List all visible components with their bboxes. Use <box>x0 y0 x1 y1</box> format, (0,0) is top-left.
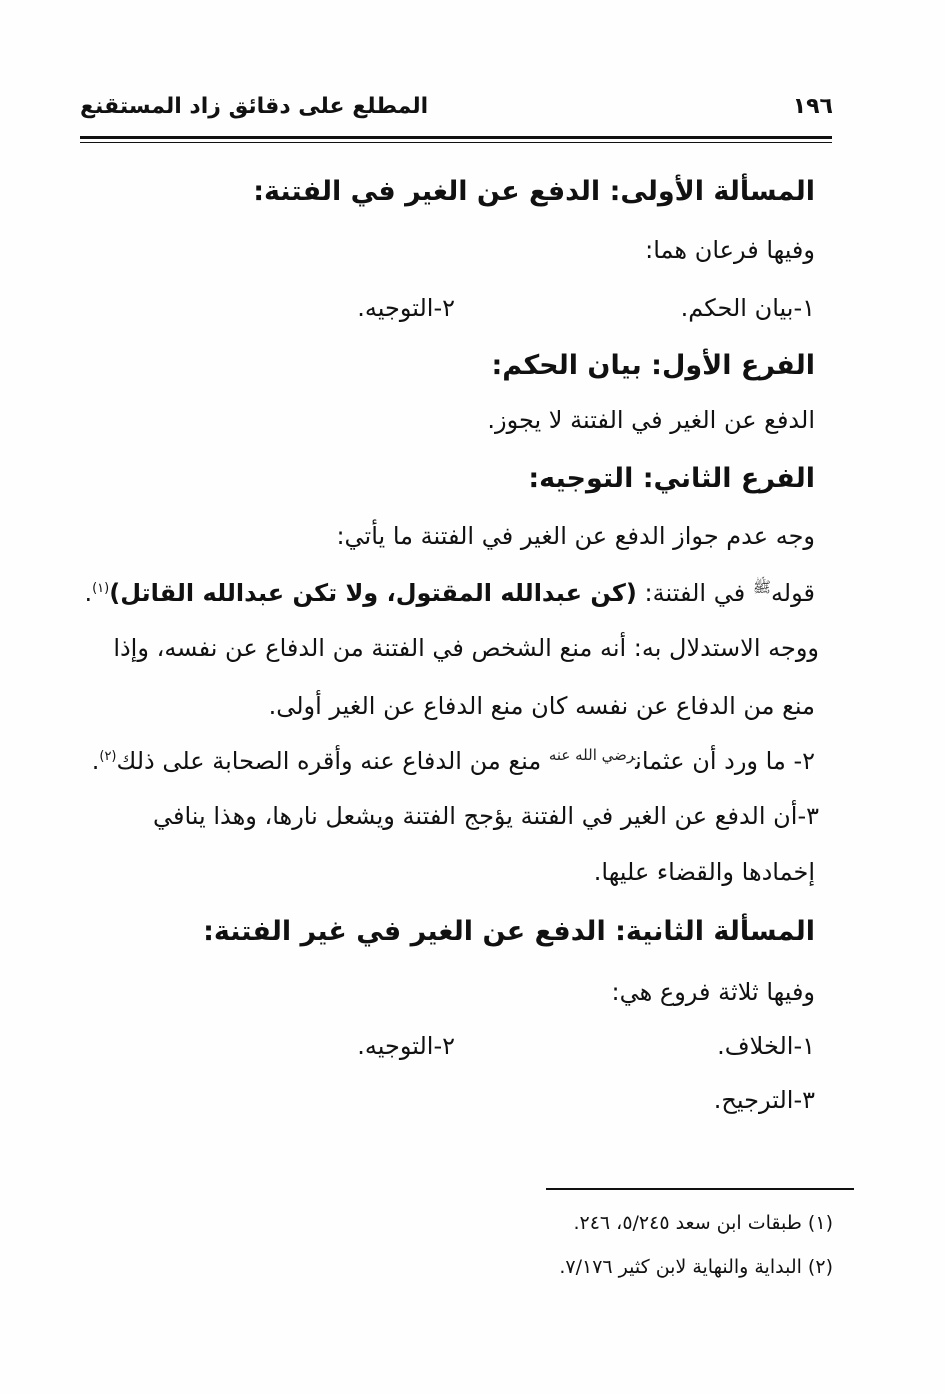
page-number: ١٩٦ <box>792 94 833 119</box>
point3-line-2: إخمادها والقضاء عليها. <box>593 858 815 886</box>
point2-end: . <box>91 747 100 775</box>
hadith-mid: في الفتنة: <box>644 579 746 607</box>
point2-line <box>92 746 815 776</box>
point3-line-1: ٣-أن الدفع عن الغير في الفتنة يؤجج الفتنة ويشعل نارها، وهذا ينافي <box>153 802 819 830</box>
section2-intro: وفيها ثلاثة فروع هي: <box>611 978 815 1006</box>
branch2-intro: وجه عدم جواز الدفع عن الغير في الفتنة ما يأتي: <box>336 522 815 550</box>
section1-item1: ١-بيان الحكم. <box>680 294 815 322</box>
companion-honorific: رضي الله عنه <box>548 746 636 764</box>
section2-item1: ١-الخلاف. <box>717 1032 815 1060</box>
branch1-heading: الفرع الأول: بيان الحكم: <box>491 350 815 381</box>
point2-rest: منع من الدفاع عنه وأقره الصحابة على ذلك <box>116 747 542 775</box>
footnote-ref-1: (١) <box>92 581 110 596</box>
prophet-honorific: ﷺ <box>752 578 771 596</box>
hadith-line <box>84 578 815 608</box>
hadith-prefix: قوله <box>770 579 815 607</box>
section1-heading: المسألة الأولى: الدفع عن الغير في الفتنة: <box>253 176 815 207</box>
header-rule-thick <box>80 136 832 139</box>
hadith-quote: (كن عبدالله المقتول، ولا تكن عبدالله القاتل) <box>109 579 637 607</box>
footnote-1: (١) طبقات ابن سعد ٥/٢٤٥، ٢٤٦. <box>573 1212 833 1234</box>
section2-heading: المسألة الثانية: الدفع عن الغير في غير الفتنة: <box>203 916 815 947</box>
book-title: المطلع على دقائق زاد المستقنع <box>80 94 429 119</box>
reasoning-line-1: ووجه الاستدلال به: أنه منع الشخص في الفتنة من الدفاع عن نفسه، وإذا <box>113 634 819 662</box>
section2-item2: ٢-التوجيه. <box>357 1032 455 1060</box>
header-rule-thin <box>80 142 832 143</box>
hadith-end: . <box>84 579 93 607</box>
section2-item3: ٣-الترجيح. <box>713 1086 815 1114</box>
footnote-2: (٢) البداية والنهاية لابن كثير ٧/١٧٦. <box>559 1256 833 1278</box>
branch2-heading: الفرع الثاني: التوجيه: <box>528 463 815 494</box>
reasoning-line-2: منع من الدفاع عن نفسه كان منع الدفاع عن الغير أولى. <box>268 692 815 720</box>
point2-prefix: ٢- ما ورد أن عثمان <box>635 747 815 775</box>
footnote-separator <box>546 1188 854 1190</box>
section1-item2: ٢-التوجيه. <box>357 294 455 322</box>
branch1-text: الدفع عن الغير في الفتنة لا يجوز. <box>487 406 815 434</box>
section1-intro: وفيها فرعان هما: <box>645 236 815 264</box>
footnote-ref-2: (٢) <box>99 749 117 764</box>
